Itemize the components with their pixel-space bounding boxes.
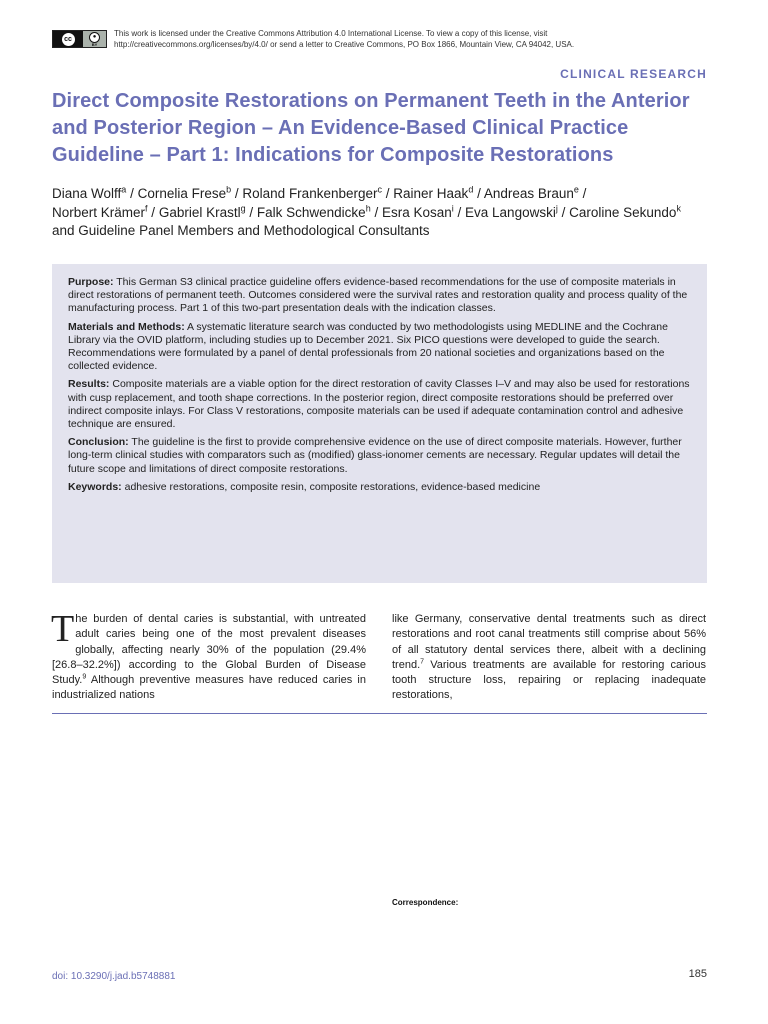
abstract-box: [52, 264, 707, 583]
abstract-results: Results: Composite materials are a viable option for the direct restoration of cavity Classes I–V and may also be used for restorations with cusp replacement, and tooth shape corrections. In the posterior region, direct composite restorations should be preferred over indirect composite inlays. For Class V restorations, composite materials can be used if adequate contamination control and adhesive technique are ensured.: [68, 378, 690, 431]
license-text: This work is licensed under the Creative Commons Attribution 4.0 International License. To view a copy of this license, visit http://creativecommons.org/licenses/by/4.0/ or send a letter to Creative Commons, PO Box 1866, Mountain View, CA 94042, USA.: [114, 29, 575, 49]
citation-ref[interactable]: 7: [420, 658, 425, 666]
author: Falk Schwendicke$^h$: [256, 203, 371, 220]
doi-link[interactable]: doi: 10.3290/j.jad.b5748881: [52, 971, 176, 982]
abstract-methods: Materials and Methods: A systematic literature search was conducted by two methodologists using MEDLINE and the Cochrane Library via the OVID platform, including studies up to December 2021. Six PICO questions were developed to guide the search. Recommendations were formulated by a panel of dental professionals from 20 national societies and organizations based on the collected evidence.: [68, 320, 668, 373]
author: Caroline Sekundo$^k$: [569, 203, 681, 220]
abstract-keywords: Keywords: adhesive restorations, composite resin, composite restorations, evidence-based medicine: [68, 480, 541, 493]
cc-icon: cc: [62, 33, 75, 46]
section-label: CLINICAL RESEARCH: [560, 67, 707, 81]
author: Andreas Braun$^e$: [483, 184, 579, 201]
correspondence-label: Correspondence:: [392, 898, 459, 907]
author: Rainer Haak$^d$: [393, 184, 474, 201]
author: Esra Kosan$^i$: [381, 203, 454, 220]
page-number: 185: [688, 968, 707, 980]
by-label: BY: [91, 41, 98, 47]
article-title: Direct Composite Restorations on Permanent Teeth in the Anterior and Posterior Region – An Evidence-Based Clinical Practice Guideline – Part 1: Indications for Composite Restorations: [52, 90, 690, 166]
author: Cornelia Frese$^b$: [137, 184, 232, 201]
drop-cap: T: [51, 608, 75, 650]
abstract-purpose: Purpose: This German S3 clinical practice guideline offers evidence-based recommendations for the use of composite materials in direct restorations of permanent teeth. Outcomes considered were the survival rates and restoration quality and process quality of the manufacturing process. Part 1 of this two-part presentation deals with the indication classes.: [68, 276, 688, 315]
abstract-conclusion: Conclusion: The guideline is the first to provide comprehensive evidence on the use of direct composite materials. However, further long-term clinical studies with comparators such as (modified) glass-ionomer cements are necessary. Regular updates will detail the future scope and limitations of direct composite restorations.: [68, 436, 682, 475]
divider: [52, 713, 707, 714]
body-column-right: like Germany, conservative dental treatments such as direct restorations and root canal treatments still comprise about 56% of all statutory dental services there, albeit with a declining trend.$^7$ Various treatments are available for restoring carious tooth structure loss, repairing or replacing inadequate restorations,: [392, 613, 706, 702]
author: Eva Langowski$^j$: [465, 203, 558, 220]
author-list: Diana Wolff$^a$ / Cornelia Frese$^b$ / Roland Frankenberger$^c$ / Rainer Haak$^d$ / Andreas Braun$^e$ / Norbert Krämer$^f$ / Gabriel Krastl$^g$ / Falk Schwendicke$^h$ / Esra Kosan$^i$ / Eva Langowski$^j$ / Caroline Sekundo$^k$ and Guideline Panel Members and Methodological Consultants: [52, 184, 681, 238]
person-icon: ●: [89, 32, 100, 43]
cc-by-license-icon: [52, 30, 107, 48]
author: Gabriel Krastl$^g$: [158, 203, 246, 220]
body-column-left: The burden of dental caries is substantial, with untreated adult caries being one of the most prevalent diseases globally, affecting nearly 30% of the population (29.4% [26.8–32.2%]) according to the Global Burden of Disease Study.$^9$ Although preventive measures have reduced caries in industrialized nations: [51, 608, 366, 702]
citation-ref[interactable]: 9: [82, 673, 87, 681]
authors-tail: and Guideline Panel Members and Methodological Consultants: [52, 223, 430, 238]
author: Diana Wolff$^a$: [52, 184, 127, 201]
author: Roland Frankenberger$^c$: [242, 184, 382, 201]
author: Norbert Krämer$^f$: [52, 203, 148, 220]
